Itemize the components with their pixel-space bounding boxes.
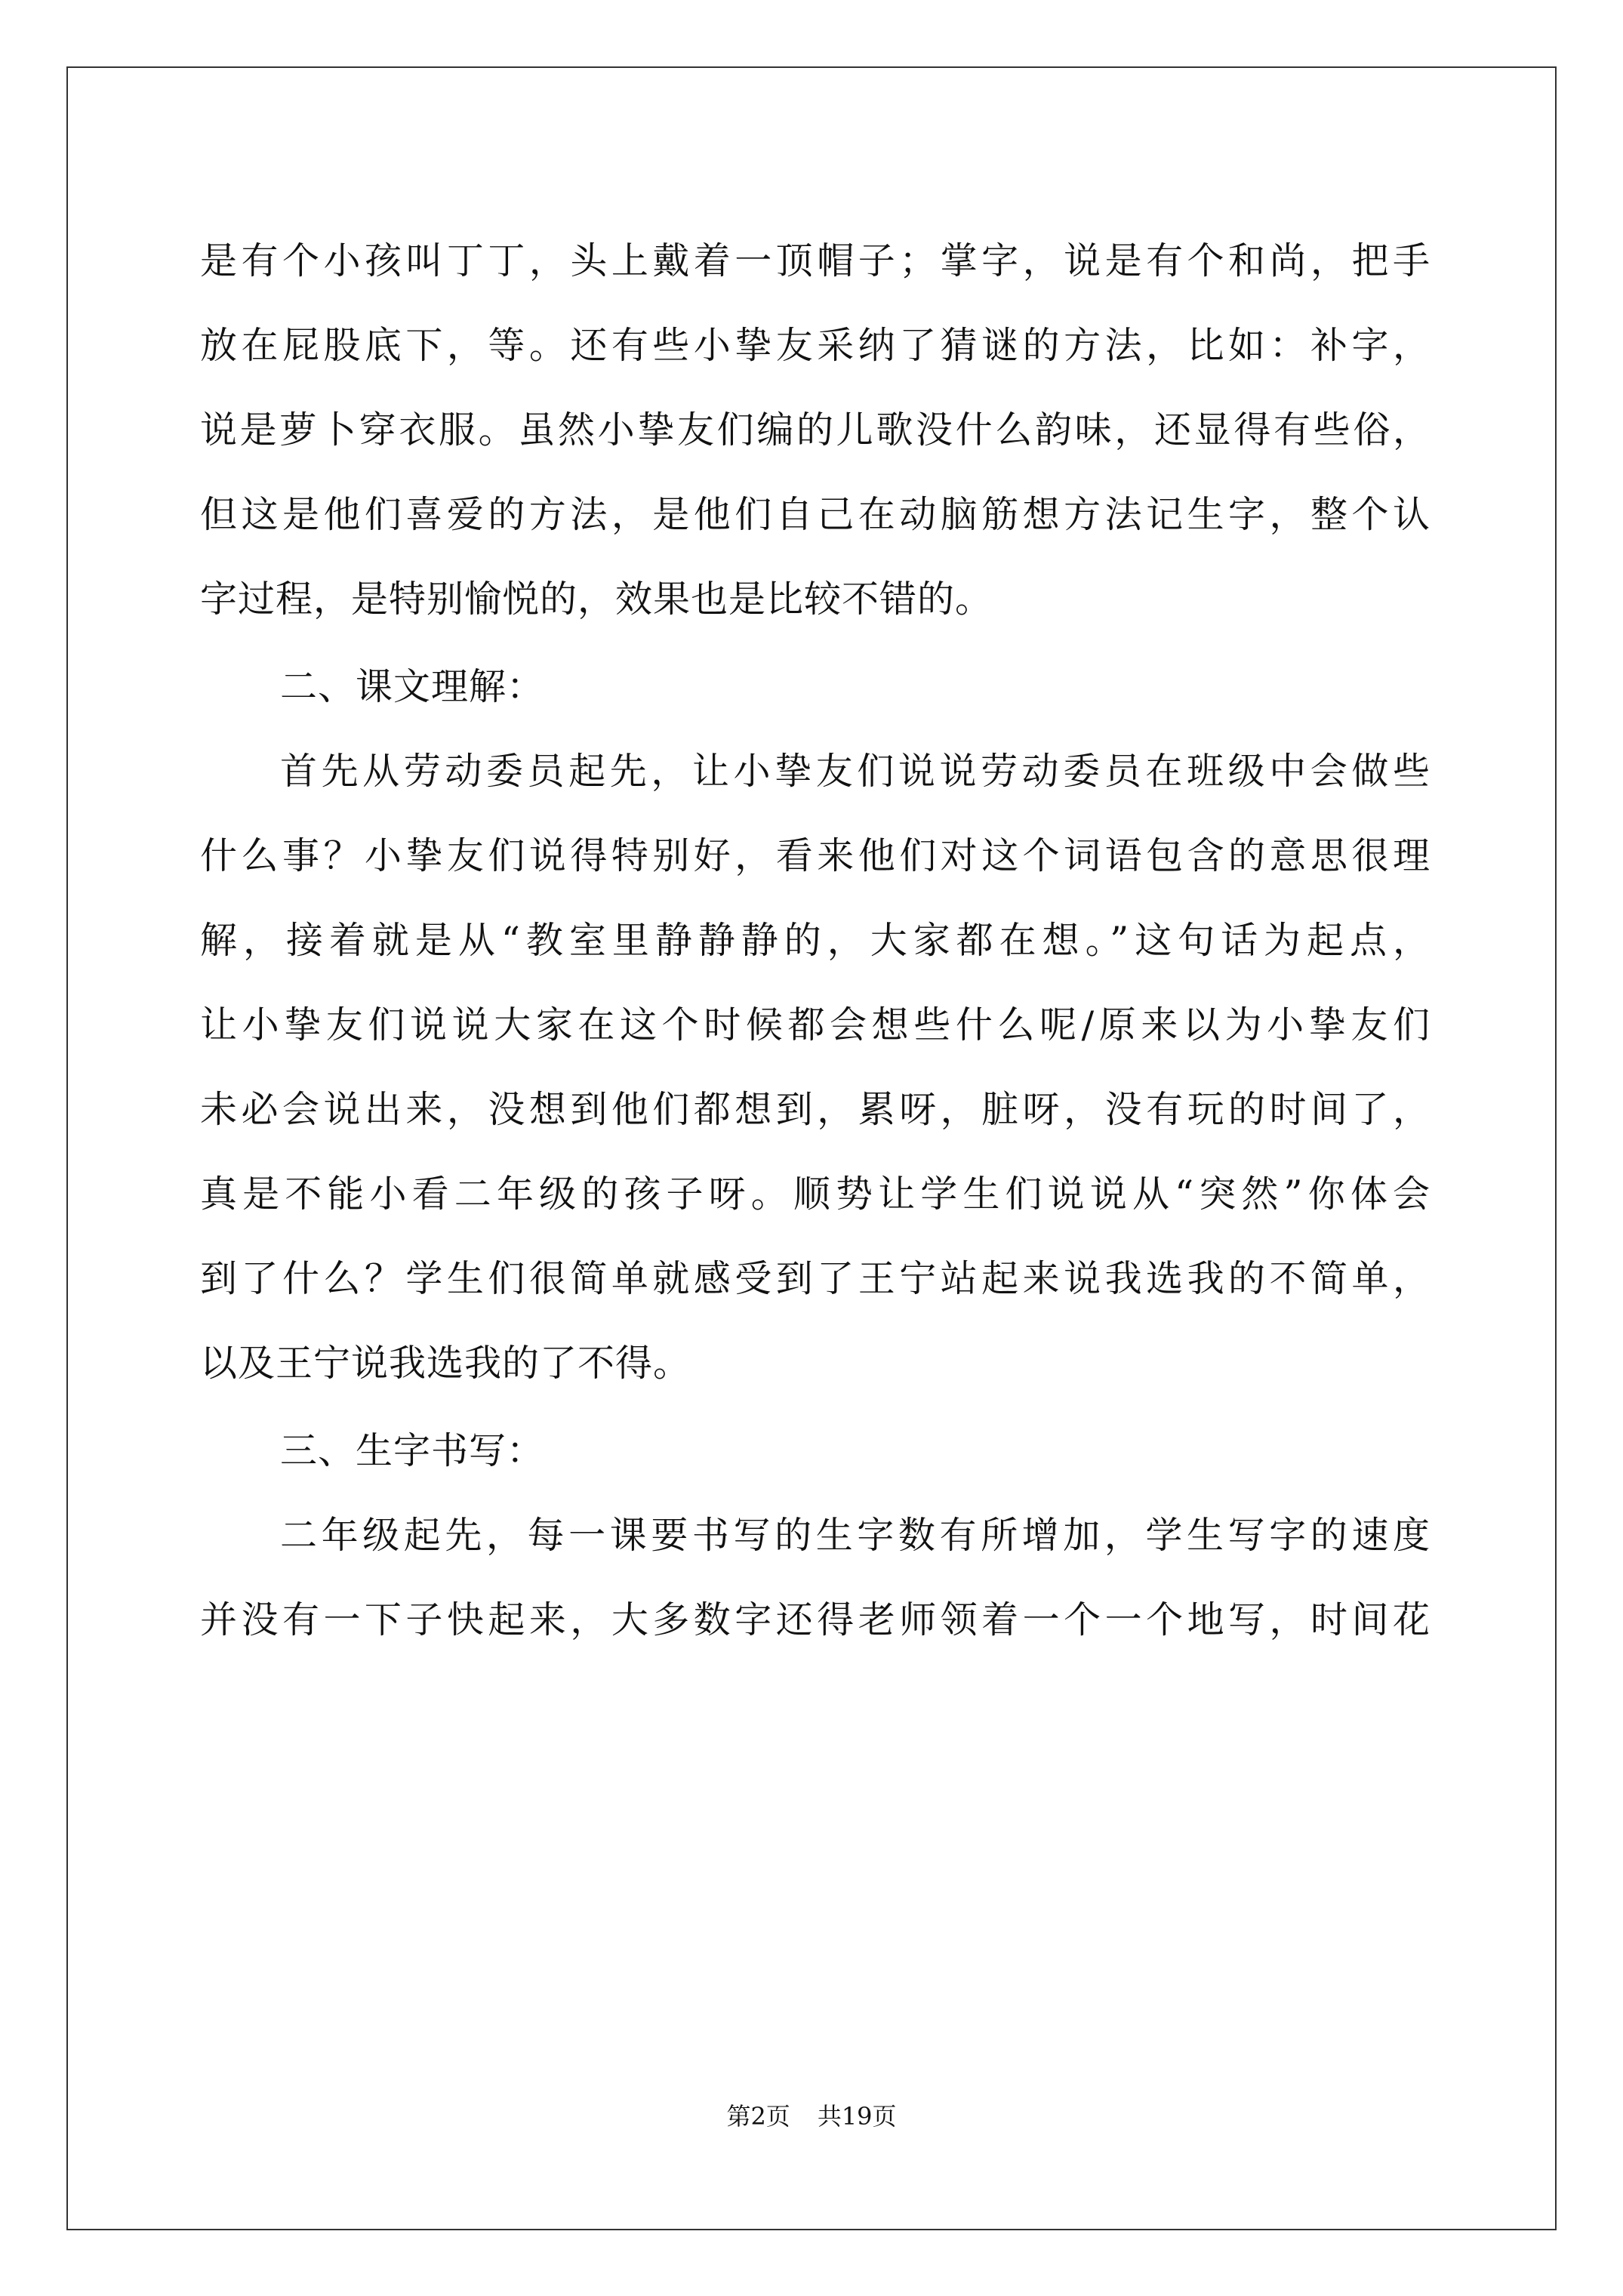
text-line: 让小挚友们说说大家在这个时候都会想些什么呢/原来以为小挚友们: [200, 1003, 1431, 1046]
text-line: 并没有一下子快起来，大多数字还得老师领着一个一个地写，时间花: [200, 1598, 1431, 1641]
document-body: [200, 219, 1431, 1663]
section-heading: 二、课文理解：: [280, 665, 545, 708]
text-line: 说是萝卜穿衣服。虽然小挚友们编的儿歌没什么韵味，还显得有些俗，: [200, 408, 1431, 451]
section-heading: 三、生字书写：: [280, 1429, 545, 1472]
text-line: 二年级起先，每一课要书写的生字数有所增加，学生写字的速度: [280, 1514, 1431, 1557]
page-total: 共19页: [817, 2102, 897, 2131]
text-line: 以及王宁说我选我的了不得。: [200, 1342, 691, 1385]
text-line: 放在屁股底下，等。还有些小挚友采纳了猜谜的方法，比如：补字，: [200, 324, 1431, 367]
text-line: 解，接着就是从“教室里静静静的，大家都在想。”这句话为起点，: [200, 919, 1431, 962]
text-line: 真是不能小看二年级的孩子呀。顺势让学生们说说从“突然”你体会: [200, 1173, 1431, 1216]
text-line: 到了什么？学生们很简单就感受到了王宁站起来说我选我的不简单，: [200, 1257, 1431, 1300]
text-line: 但这是他们喜爱的方法，是他们自己在动脑筋想方法记生字，整个认: [200, 493, 1431, 536]
text-line: 什么事？小挚友们说得特别好，看来他们对这个词语包含的意思很理: [200, 834, 1431, 877]
text-line: 字过程，是特别愉悦的，效果也是比较不错的。: [200, 578, 993, 621]
text-line: 未必会说出来，没想到他们都想到，累呀，脏呀，没有玩的时间了，: [200, 1088, 1431, 1131]
page-footer: [0, 2097, 1623, 2132]
text-line: 是有个小孩叫丁丁，头上戴着一顶帽子；掌字，说是有个和尚，把手: [200, 239, 1431, 282]
page-number: 第2页: [726, 2102, 790, 2131]
text-line: 首先从劳动委员起先，让小挚友们说说劳动委员在班级中会做些: [280, 750, 1431, 793]
